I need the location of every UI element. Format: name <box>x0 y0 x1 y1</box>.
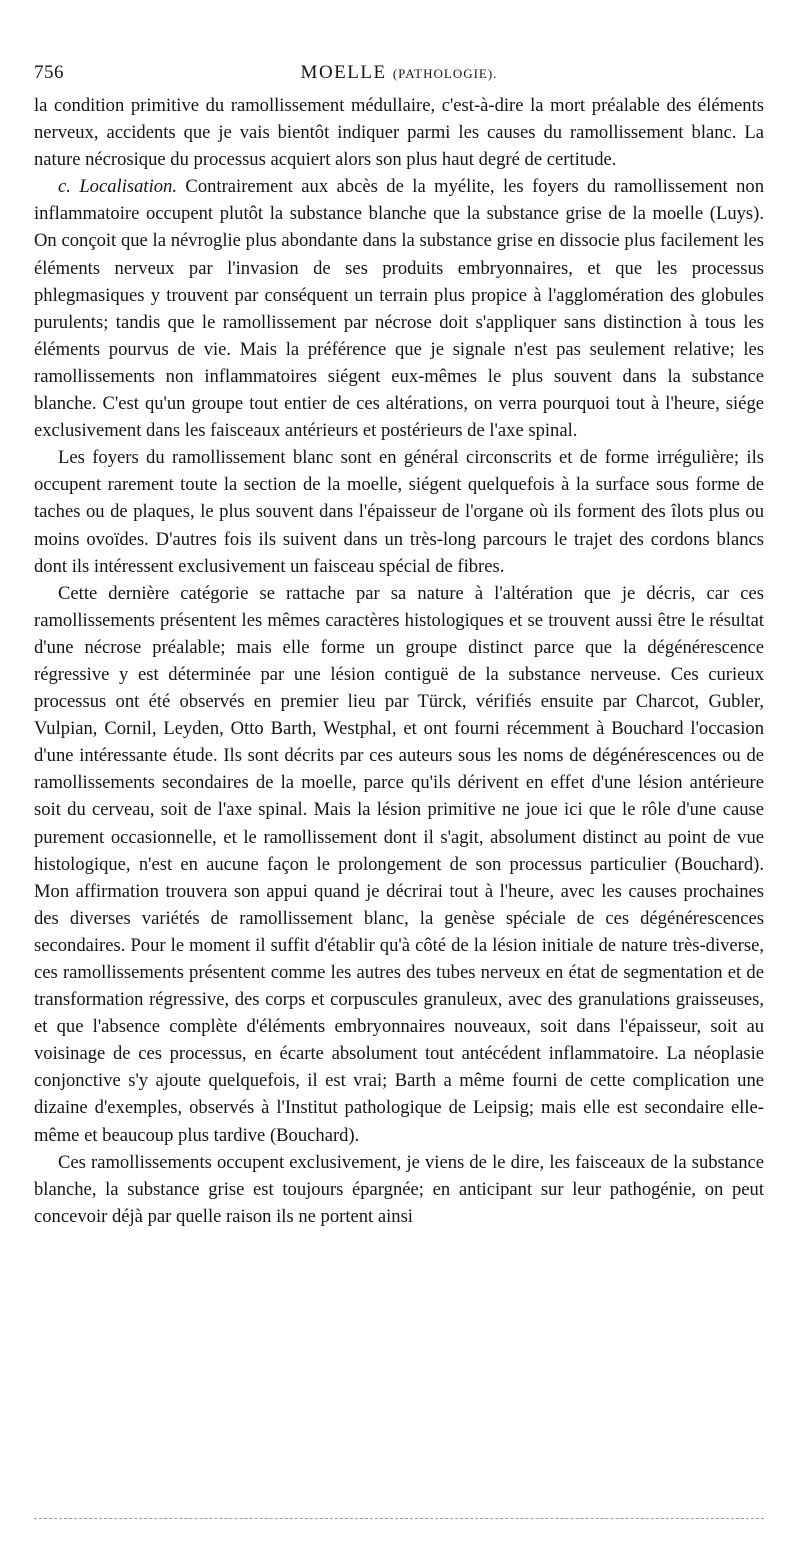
page-number: 756 <box>34 62 64 83</box>
paragraph-3 <box>34 444 764 579</box>
page-header <box>34 56 764 92</box>
running-title-subtitle: (PATHOLOGIE). <box>392 66 498 81</box>
paragraph-text: Cette dernière catégorie se rattache par sa nature à l'altération que je décris, car ces ramollissements présentent les mêmes caractères histologiques et se trouvent aussi être le résultat d'une nécrose préalable; mais elle forme un groupe distinct parce que la dégénérescence régressive y est déterminée par une lésion contiguë de la substance nerveuse. Ces curieux processus ont été observés en premier lieu par Türck, vérifiés ensuite par Charcot, Gubler, Vulpian, Cornil, Leyden, Otto Barth, Westphal, et ont fourni récemment à Bouchard l'occasion d'une intéressante étude. Ils sont décrits par ces auteurs sous les noms de dégénérescences ou de ramollissements secondaires de la moelle, parce qu'ils dérivent en effet d'une lésion antérieure soit du cerveau, soit de l'axe spinal. Mais la lésion primitive ne joue ici que le rôle d'une cause purement occasionnelle, et le ramollissement dont il s'agit, absolument distinct au point de vue histologique, n'est en aucune façon le prolongement de son processus particulier (Bouchard). Mon affirmation trouvera son appui quand je décrirai tout à l'heure, avec les causes prochaines des diverses variétés de ramollissement blanc, la genèse spéciale de ces dégénérescences secondaires. Pour le moment il suffit d'établir qu'à côté de la lésion initiale de nature très-diverse, ces ramollissements présentent comme les autres des tubes nerveux en état de segmentation et de transformation régressive, des corps et corpuscules granuleux, avec des granulations graisseuses, et que l'absence complète d'éléments embryonnaires nouveaux, soit dans l'épaisseur, soit au voisinage de ces processus, en écarte absolument tout antécédent inflammatoire. La néoplasie conjonctive s'y ajoute quelquefois, il est vrai; Barth a même fourni de cette complication une dizaine d'exemples, observés à l'Institut pathologique de Leipsig; mais elle est secondaire elle-même et beaucoup plus tardive (Bouchard). <box>34 582 764 1146</box>
paragraph-text: Les foyers du ramollissement blanc sont en général circonscrits et de forme irrégulière; ils occupent rarement toute la section de la moelle, siégent quelquefois à la surface sous forme de taches ou de plaques, le plus souvent dans l'épaisseur de l'organe où ils forment des îlots plus ou moins ovoïdes. D'autres fois ils suivent dans un très-long parcours le trajet des cordons blancs dont ils intéressent exclusivement un faisceau spécial de fibres. <box>34 447 764 577</box>
running-title-main: MOELLE <box>300 62 387 83</box>
paragraph-text: Ces ramollissements occupent exclusivement, je viens de le dire, les faisceaux de la substance blanche, la substance grise est toujours épargnée; en anticipant sur leur pathogénie, on peut concevoir déjà par quelle raison ils ne portent ainsi <box>34 1151 764 1227</box>
paragraph-text: la condition primitive du ramollissement médullaire, c'est-à-dire la mort préalable des éléments nerveux, accidents que je vais bientôt indiquer parmi les causes du ramollissement blanc. La nature nécrosique du processus acquiert alors son plus haut degré de certitude. <box>34 95 764 171</box>
section-label-localisation: c. Localisation. <box>58 176 177 198</box>
book-page <box>34 56 764 1230</box>
footer-rule <box>34 1518 764 1519</box>
running-title <box>34 62 764 84</box>
paragraph-5 <box>34 1149 764 1230</box>
body-text <box>34 92 764 1230</box>
paragraph-2 <box>34 173 764 444</box>
paragraph-1 <box>34 92 764 173</box>
paragraph-4 <box>34 580 764 1149</box>
paragraph-text: Contrairement aux abcès de la myélite, les foyers du ramollissement non inflammatoire occupent plutôt la substance blanche que la substance grise de la moelle (Luys). On conçoit que la névroglie plus abondante dans la substance grise en dissocie plus facilement les éléments nerveux par l'invasion de ses produits embryonnaires, et que les processus phlegmasiques y trouvent par conséquent un terrain plus propice à l'agglomération des globules purulents; tandis que le ramollissement par nécrose doit s'appliquer sans distinction à tous les éléments pourvus de vie. Mais la préférence que je signale n'est pas seulement relative; les ramollissements non inflammatoires siégent eux-mêmes le plus souvent dans la substance blanche. C'est qu'un groupe tout entier de ces altérations, on verra pourquoi tout à l'heure, siége exclusivement dans les faisceaux antérieurs et postérieurs de l'axe spinal. <box>34 176 764 442</box>
